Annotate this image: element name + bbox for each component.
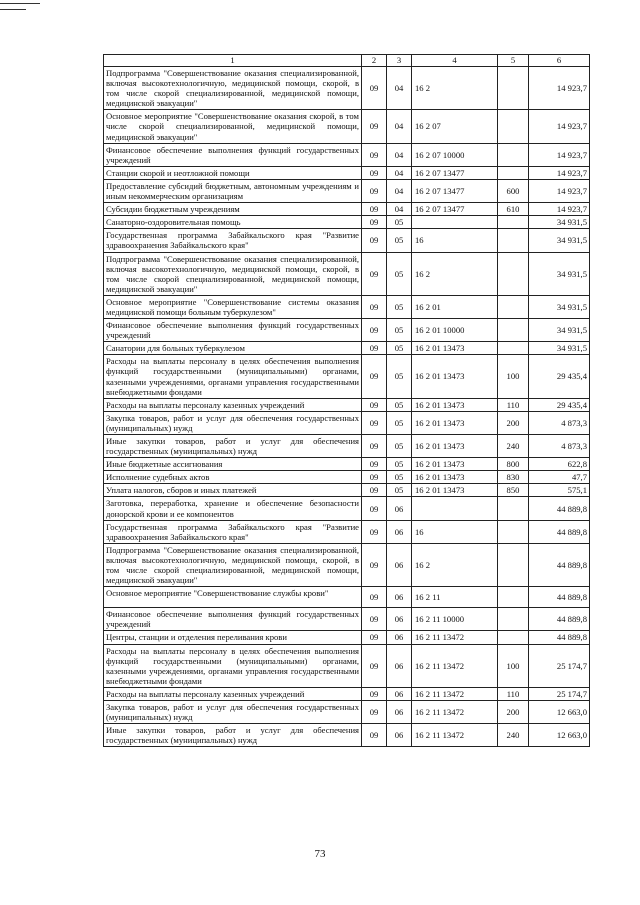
scan-mark-top-2 — [0, 9, 26, 10]
row-amount: 14 923,7 — [529, 110, 590, 143]
row-amount: 29 435,4 — [529, 355, 590, 398]
row-name: Санаторно-оздоровительная помощь — [104, 216, 362, 229]
row-target-code: 16 2 01 — [412, 295, 498, 318]
row-section: 09 — [362, 724, 387, 747]
table-row — [104, 520, 590, 543]
row-section: 09 — [362, 166, 387, 179]
row-target-code: 16 2 07 13477 — [412, 203, 498, 216]
row-target-code: 16 2 01 13473 — [412, 398, 498, 411]
row-subsection: 05 — [387, 229, 412, 252]
row-amount: 44 889,8 — [529, 543, 590, 586]
row-name: Расходы на выплаты персоналу казенных учреждений — [104, 687, 362, 700]
row-name: Подпрограмма "Совершенствование оказания специализированной, включая высокотехнологичную, медицинской помощи, скорой, в том числе скорой специализированной, медицинской помощи, медицинской эвакуации" — [104, 252, 362, 295]
row-name: Финансовое обеспечение выполнения функций государственных учреждений — [104, 319, 362, 342]
row-section: 09 — [362, 520, 387, 543]
row-target-code: 16 — [412, 520, 498, 543]
row-subsection: 06 — [387, 724, 412, 747]
row-name: Исполнение судебных актов — [104, 471, 362, 484]
row-target-code: 16 2 07 13477 — [412, 166, 498, 179]
row-section: 09 — [362, 203, 387, 216]
row-subsection: 05 — [387, 458, 412, 471]
row-subsection: 04 — [387, 203, 412, 216]
row-subsection: 04 — [387, 143, 412, 166]
row-name: Иные бюджетные ассигнования — [104, 458, 362, 471]
row-subsection: 05 — [387, 252, 412, 295]
row-amount: 12 663,0 — [529, 724, 590, 747]
table-row — [104, 497, 590, 520]
row-section: 09 — [362, 458, 387, 471]
row-target-code — [412, 216, 498, 229]
row-target-code — [412, 497, 498, 520]
table-row — [104, 644, 590, 687]
row-expense-type — [498, 110, 529, 143]
row-subsection: 04 — [387, 110, 412, 143]
row-target-code: 16 2 11 13472 — [412, 700, 498, 723]
row-subsection: 05 — [387, 435, 412, 458]
row-amount: 14 923,7 — [529, 179, 590, 202]
row-target-code: 16 2 11 10000 — [412, 608, 498, 631]
row-section: 09 — [362, 398, 387, 411]
row-amount: 44 889,8 — [529, 608, 590, 631]
row-amount: 4 873,3 — [529, 435, 590, 458]
table-row — [104, 543, 590, 586]
row-section: 09 — [362, 216, 387, 229]
row-target-code: 16 2 01 13473 — [412, 411, 498, 434]
row-name: Основное мероприятие "Совершенствование службы крови" — [104, 587, 362, 608]
table-row — [104, 687, 590, 700]
row-name: Финансовое обеспечение выполнения функций государственных учреждений — [104, 143, 362, 166]
row-target-code: 16 2 07 10000 — [412, 143, 498, 166]
row-expense-type: 110 — [498, 687, 529, 700]
row-section: 09 — [362, 179, 387, 202]
row-section: 09 — [362, 319, 387, 342]
row-amount: 44 889,8 — [529, 520, 590, 543]
table-row — [104, 166, 590, 179]
row-expense-type — [498, 497, 529, 520]
row-section: 09 — [362, 608, 387, 631]
row-section: 09 — [362, 435, 387, 458]
row-amount: 44 889,8 — [529, 497, 590, 520]
table-row — [104, 411, 590, 434]
row-section: 09 — [362, 252, 387, 295]
row-name: Подпрограмма "Совершенствование оказания специализированной, включая высокотехнологичную, медицинской помощи, скорой, в том числе скорой специализированной, медицинской помощи, медицинской эвакуации" — [104, 67, 362, 110]
row-amount: 47,7 — [529, 471, 590, 484]
table-row — [104, 471, 590, 484]
row-amount: 14 923,7 — [529, 166, 590, 179]
row-subsection: 04 — [387, 166, 412, 179]
row-amount: 12 663,0 — [529, 700, 590, 723]
row-name: Расходы на выплаты персоналу в целях обеспечения выполнения функций государственными (муниципальными) органами, казенными учреждениями, органами управления государственными внебюджетными фондами — [104, 644, 362, 687]
table-row — [104, 342, 590, 355]
row-amount: 14 923,7 — [529, 143, 590, 166]
row-section: 09 — [362, 497, 387, 520]
row-amount: 34 931,5 — [529, 342, 590, 355]
row-section: 09 — [362, 143, 387, 166]
header-col-5: 5 — [498, 55, 529, 67]
row-section: 09 — [362, 411, 387, 434]
row-target-code: 16 2 07 — [412, 110, 498, 143]
row-subsection: 05 — [387, 295, 412, 318]
row-name: Предоставление субсидий бюджетным, автономным учреждениям и иным некоммерческим организациям — [104, 179, 362, 202]
row-target-code: 16 2 01 13473 — [412, 435, 498, 458]
header-col-1: 1 — [104, 55, 362, 67]
row-amount: 44 889,8 — [529, 631, 590, 644]
table-row — [104, 608, 590, 631]
row-section: 09 — [362, 644, 387, 687]
row-target-code: 16 2 01 13473 — [412, 342, 498, 355]
row-amount: 34 931,5 — [529, 319, 590, 342]
row-target-code: 16 — [412, 229, 498, 252]
row-section: 09 — [362, 110, 387, 143]
header-col-4: 4 — [412, 55, 498, 67]
row-section: 09 — [362, 355, 387, 398]
table-row — [104, 67, 590, 110]
row-expense-type: 850 — [498, 484, 529, 497]
row-expense-type — [498, 216, 529, 229]
row-section: 09 — [362, 484, 387, 497]
row-expense-type — [498, 295, 529, 318]
row-name: Уплата налогов, сборов и иных платежей — [104, 484, 362, 497]
row-amount: 622,8 — [529, 458, 590, 471]
row-expense-type: 100 — [498, 644, 529, 687]
row-target-code: 16 2 — [412, 67, 498, 110]
table-row — [104, 203, 590, 216]
row-expense-type: 600 — [498, 179, 529, 202]
row-target-code: 16 2 — [412, 252, 498, 295]
row-section: 09 — [362, 342, 387, 355]
table-row — [104, 143, 590, 166]
row-expense-type: 110 — [498, 398, 529, 411]
table-row — [104, 252, 590, 295]
table-row — [104, 216, 590, 229]
row-expense-type: 800 — [498, 458, 529, 471]
row-name: Иные закупки товаров, работ и услуг для обеспечения государственных (муниципальных) нужд — [104, 724, 362, 747]
scan-mark-top — [0, 3, 40, 4]
row-name: Основное мероприятие "Совершенствование оказания скорой, в том числе скорой специализированной, медицинской помощи, медицинской эвакуации" — [104, 110, 362, 143]
row-expense-type: 610 — [498, 203, 529, 216]
page-number: 73 — [314, 848, 326, 860]
row-expense-type — [498, 67, 529, 110]
table-row — [104, 398, 590, 411]
row-name: Иные закупки товаров, работ и услуг для обеспечения государственных (муниципальных) нужд — [104, 435, 362, 458]
row-subsection: 04 — [387, 67, 412, 110]
row-amount: 25 174,7 — [529, 687, 590, 700]
row-subsection: 05 — [387, 484, 412, 497]
header-col-6: 6 — [529, 55, 590, 67]
table-row — [104, 179, 590, 202]
row-amount: 29 435,4 — [529, 398, 590, 411]
row-subsection: 04 — [387, 179, 412, 202]
row-section: 09 — [362, 587, 387, 608]
header-col-2: 2 — [362, 55, 387, 67]
row-name: Станции скорой и неотложной помощи — [104, 166, 362, 179]
row-name: Центры, станции и отделения переливания крови — [104, 631, 362, 644]
row-amount: 4 873,3 — [529, 411, 590, 434]
row-expense-type — [498, 143, 529, 166]
row-name: Санатории для больных туберкулезом — [104, 342, 362, 355]
row-expense-type: 240 — [498, 724, 529, 747]
row-amount: 14 923,7 — [529, 203, 590, 216]
table-row — [104, 724, 590, 747]
row-expense-type — [498, 543, 529, 586]
row-name: Расходы на выплаты персоналу казенных учреждений — [104, 398, 362, 411]
row-expense-type — [498, 520, 529, 543]
row-target-code: 16 2 11 13472 — [412, 644, 498, 687]
row-expense-type — [498, 252, 529, 295]
row-section: 09 — [362, 631, 387, 644]
row-name: Финансовое обеспечение выполнения функций государственных учреждений — [104, 608, 362, 631]
row-target-code: 16 2 01 13473 — [412, 471, 498, 484]
row-section: 09 — [362, 229, 387, 252]
row-target-code: 16 2 — [412, 543, 498, 586]
row-expense-type: 200 — [498, 700, 529, 723]
table-row — [104, 229, 590, 252]
row-amount: 575,1 — [529, 484, 590, 497]
row-subsection: 06 — [387, 608, 412, 631]
budget-table — [103, 54, 590, 747]
table-row — [104, 355, 590, 398]
row-target-code: 16 2 11 13472 — [412, 687, 498, 700]
table-row — [104, 458, 590, 471]
row-expense-type — [498, 608, 529, 631]
row-name: Закупка товаров, работ и услуг для обеспечения государственных (муниципальных) нужд — [104, 700, 362, 723]
row-target-code: 16 2 01 13473 — [412, 484, 498, 497]
row-section: 09 — [362, 295, 387, 318]
row-section: 09 — [362, 471, 387, 484]
row-expense-type — [498, 587, 529, 608]
row-expense-type: 830 — [498, 471, 529, 484]
row-section: 09 — [362, 543, 387, 586]
row-subsection: 06 — [387, 497, 412, 520]
row-expense-type — [498, 319, 529, 342]
row-expense-type: 200 — [498, 411, 529, 434]
row-amount: 14 923,7 — [529, 67, 590, 110]
row-amount: 34 931,5 — [529, 252, 590, 295]
row-subsection: 06 — [387, 587, 412, 608]
row-subsection: 05 — [387, 398, 412, 411]
row-amount: 34 931,5 — [529, 295, 590, 318]
table-row — [104, 295, 590, 318]
row-expense-type — [498, 229, 529, 252]
row-subsection: 05 — [387, 355, 412, 398]
row-expense-type — [498, 166, 529, 179]
row-target-code: 16 2 01 13473 — [412, 458, 498, 471]
row-name: Основное мероприятие "Совершенствование системы оказания медицинской помощи больным туберкулезом" — [104, 295, 362, 318]
row-expense-type — [498, 342, 529, 355]
row-target-code: 16 2 11 13472 — [412, 724, 498, 747]
row-subsection: 06 — [387, 543, 412, 586]
row-name: Закупка товаров, работ и услуг для обеспечения государственных (муниципальных) нужд — [104, 411, 362, 434]
row-target-code: 16 2 07 13477 — [412, 179, 498, 202]
row-target-code: 16 2 01 10000 — [412, 319, 498, 342]
row-name: Расходы на выплаты персоналу в целях обеспечения выполнения функций государственными (муниципальными) органами, казенными учреждениями, органами управления государственными внебюджетными фондами — [104, 355, 362, 398]
table-row — [104, 319, 590, 342]
table-row — [104, 435, 590, 458]
row-subsection: 06 — [387, 700, 412, 723]
row-section: 09 — [362, 687, 387, 700]
row-target-code: 16 2 01 13473 — [412, 355, 498, 398]
row-target-code: 16 2 11 — [412, 587, 498, 608]
row-subsection: 05 — [387, 216, 412, 229]
row-name: Субсидии бюджетным учреждениям — [104, 203, 362, 216]
row-name: Подпрограмма "Совершенствование оказания специализированной, включая высокотехнологичную, медицинской помощи, скорой, в том числе скорой специализированной, медицинской помощи, медицинской эвакуации" — [104, 543, 362, 586]
row-name: Государственная программа Забайкальского края "Развитие здравоохранения Забайкальского края" — [104, 229, 362, 252]
row-subsection: 06 — [387, 520, 412, 543]
header-row — [104, 55, 590, 67]
row-section: 09 — [362, 67, 387, 110]
row-target-code: 16 2 11 13472 — [412, 631, 498, 644]
row-amount: 25 174,7 — [529, 644, 590, 687]
row-amount: 34 931,5 — [529, 229, 590, 252]
table-row — [104, 110, 590, 143]
table-row — [104, 587, 590, 608]
table-row — [104, 484, 590, 497]
row-amount: 44 889,8 — [529, 587, 590, 608]
row-subsection: 06 — [387, 631, 412, 644]
row-subsection: 06 — [387, 687, 412, 700]
row-subsection: 05 — [387, 411, 412, 434]
row-section: 09 — [362, 700, 387, 723]
row-subsection: 05 — [387, 319, 412, 342]
row-expense-type: 240 — [498, 435, 529, 458]
table-row — [104, 700, 590, 723]
header-col-3: 3 — [387, 55, 412, 67]
row-amount: 34 931,5 — [529, 216, 590, 229]
row-subsection: 06 — [387, 644, 412, 687]
table-row — [104, 631, 590, 644]
row-subsection: 05 — [387, 342, 412, 355]
row-expense-type — [498, 631, 529, 644]
row-name: Государственная программа Забайкальского края "Развитие здравоохранения Забайкальского края" — [104, 520, 362, 543]
row-name: Заготовка, переработка, хранение и обеспечение безопасности донорской крови и ее компонентов — [104, 497, 362, 520]
row-expense-type: 100 — [498, 355, 529, 398]
row-subsection: 05 — [387, 471, 412, 484]
